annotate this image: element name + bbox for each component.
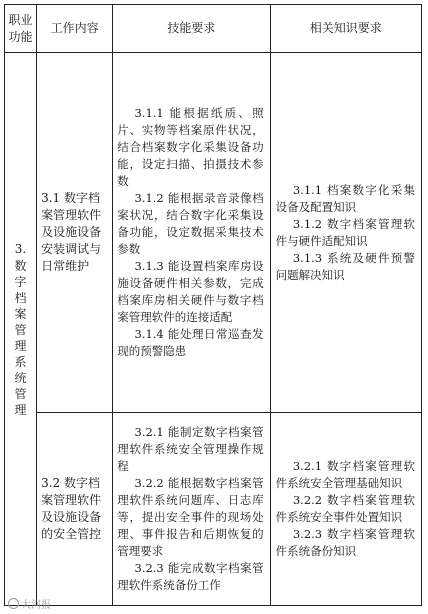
skill-item: 3.2.3 能完成数字档案管理软件系统备份工作	[117, 561, 264, 592]
knowledge-requirements-cell	[270, 53, 421, 413]
watermark-logo-icon	[8, 598, 19, 609]
knowledge-item: 3.2.1 数字档案管理软件系统安全管理基础知识	[275, 459, 415, 490]
function-name: 数字档案管理系统管理	[14, 258, 27, 417]
occupation-skills-table	[4, 4, 422, 606]
skill-item: 3.2.1 能制定数字档案管理软件系统安全管理操作规程	[117, 425, 264, 473]
knowledge-requirements-cell	[270, 413, 421, 606]
knowledge-item: 3.2.3 数字档案管理软件系统备份知识	[275, 527, 415, 558]
watermark	[8, 596, 51, 611]
skill-item: 3.2.2 能根据数字档案管理软件系统问题库、日志库等，提出安全事件的现场处理、事件报告和后期恢复的管理要求	[117, 476, 264, 558]
header-skill-requirements: 技能要求	[113, 5, 270, 53]
table-row	[5, 53, 422, 413]
knowledge-item: 3.1.2 数字档案管理软件与硬件适配知识	[275, 216, 415, 248]
knowledge-item: 3.1.3 系统及硬件预警问题解决知识	[275, 250, 415, 282]
table-row	[5, 413, 422, 606]
knowledge-item: 3.2.2 数字档案管理软件系统安全事件处置知识	[275, 493, 415, 524]
header-work-content: 工作内容	[37, 5, 113, 53]
header-knowledge-requirements: 相关知识要求	[270, 5, 421, 53]
skill-requirements-cell	[113, 53, 270, 413]
header-row	[5, 5, 422, 53]
skill-item: 3.1.1 能根据纸质、照片、实物等档案原件状况，结合档案数字化采集设备功能，设定扫描、拍摄技术参数	[117, 106, 264, 188]
knowledge-item: 3.1.1 档案数字化采集设备及配置知识	[275, 182, 415, 214]
header-function: 职业功能	[5, 5, 37, 53]
skill-requirements-cell	[113, 413, 270, 606]
watermark-text: 大河报	[21, 600, 51, 611]
function-number: 3.	[14, 241, 27, 256]
skill-item: 3.1.3 能设置档案库房设施设备硬件相关参数，完成档案库房相关硬件与数字档案管理软件的连接适配	[117, 259, 264, 324]
skill-item: 3.1.2 能根据录音录像档案状况，结合数字化采集设备功能，设定数据采集技术参数	[117, 191, 264, 256]
function-cell	[5, 53, 37, 606]
work-content-cell: 3.2 数字档案管理软件及设施设备的安全管控	[37, 413, 113, 606]
skill-item: 3.1.4 能处理日常巡查发现的预警隐患	[117, 327, 264, 358]
work-content-cell: 3.1 数字档案管理软件及设施设备安装调试与日常维护	[37, 53, 113, 413]
